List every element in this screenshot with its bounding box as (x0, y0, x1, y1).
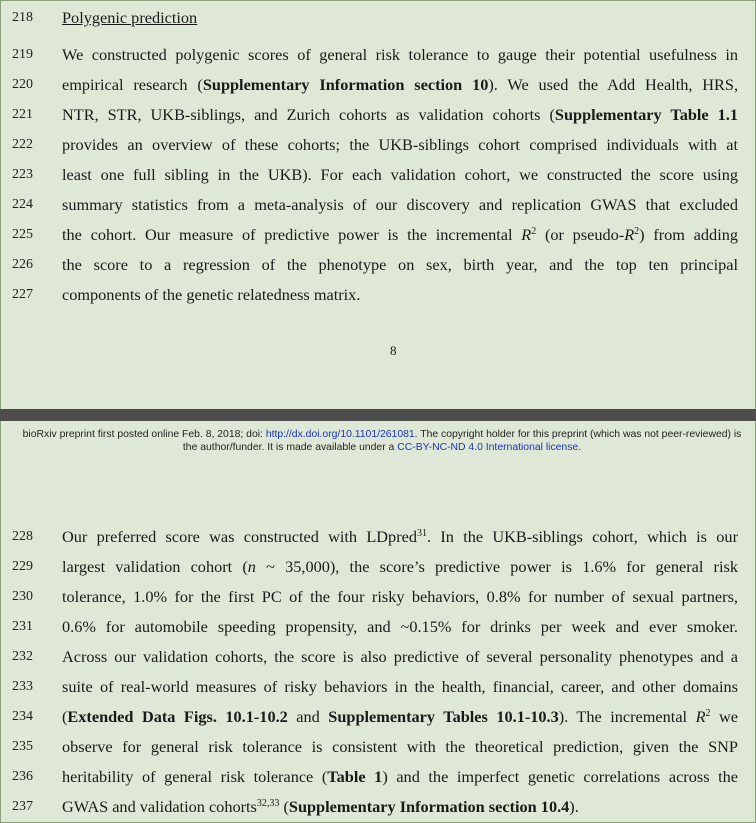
text-line (0, 194, 756, 216)
text-line (0, 74, 756, 96)
doi-link[interactable]: http://dx.doi.org/10.1101/261081 (265, 429, 415, 440)
text-line (0, 104, 756, 126)
section-heading-line (0, 7, 756, 29)
citation-superscript: 32,33 (256, 798, 280, 809)
text-line (0, 586, 756, 608)
line-text: Our preferred score was constructed with LDpred$^{31}$. In the UKB-siblings cohort, which is our (62, 527, 738, 546)
table-ref: Table 1 (327, 767, 383, 786)
text-line (0, 254, 756, 276)
citation-superscript: 31 (416, 528, 427, 539)
line-number: 236 (12, 769, 33, 784)
line-text: least one full sibling in the UKB). For each validation cohort, we constructed the score using (62, 165, 738, 184)
text-line (0, 736, 756, 758)
line-number: 227 (12, 287, 33, 302)
line-text: provides an overview of these cohorts; the UKB-siblings cohort comprised individuals with at (62, 135, 738, 154)
text-line (0, 676, 756, 698)
line-number: 219 (12, 47, 33, 62)
line-text: NTR, STR, UKB-siblings, and Zurich cohorts as validation cohorts (Supplementary Table 1.1 (62, 105, 739, 124)
line-number: 218 (12, 10, 33, 25)
page-divider-bar (0, 409, 756, 421)
line-number: 221 (12, 107, 33, 122)
text-line (0, 284, 756, 306)
line-number: 231 (12, 619, 33, 634)
text-line (0, 706, 756, 728)
text-line (0, 796, 756, 818)
line-number: 223 (12, 167, 33, 182)
line-number: 220 (12, 77, 33, 92)
page-number: 8 (390, 343, 397, 358)
text-line (0, 44, 756, 66)
line-text: tolerance, 1.0% for the first PC of the four risky behaviors, 0.8% for number of sexual partners, (62, 587, 738, 606)
line-number: 224 (12, 197, 33, 212)
line-text: suite of real-world measures of risky behaviors in the health, financial, career, and other domains (62, 677, 738, 696)
license-link[interactable]: CC-BY-NC-ND 4.0 International license (397, 442, 579, 453)
text-line (0, 616, 756, 638)
section-heading: Polygenic prediction (62, 8, 198, 27)
line-number: 233 (12, 679, 33, 694)
line-number: 235 (12, 739, 33, 754)
supp-info-ref: Supplementary Information section 10 (202, 75, 489, 94)
supp-tables-ref: Supplementary Tables 10.1-10.3 (328, 707, 559, 726)
text-line (0, 556, 756, 578)
supp-info-ref: Supplementary Information section 10.4 (288, 797, 570, 816)
line-text: Across our validation cohorts, the score is also predictive of several personality phenotypes and a (62, 647, 738, 666)
line-number: 228 (12, 529, 33, 544)
line-text: We constructed polygenic scores of general risk tolerance to gauge their potential usefulness in (62, 45, 738, 64)
line-number: 230 (12, 589, 33, 604)
line-text: summary statistics from a meta-analysis of our discovery and replication GWAS that excluded (62, 195, 738, 214)
text-line (0, 526, 756, 548)
line-text: 0.6% for automobile speeding propensity, and ~0.15% for drinks per week and ever smoker. (62, 617, 738, 636)
line-text: (Extended Data Figs. 10.1-10.2 and Supplementary Tables 10.1-10.3). The incremental $R^2$ we (62, 707, 738, 726)
line-text: GWAS and validation cohorts$^{32,33}$ (Supplementary Information section 10.4). (62, 797, 579, 816)
text-line (0, 164, 756, 186)
line-text: largest validation cohort (n ~ 35,000), the score’s predictive power is 1.6% for general risk (62, 557, 738, 576)
line-text: the cohort. Our measure of predictive power is the incremental $R^2$ (or pseudo-$R^2$) from adding (62, 225, 738, 244)
line-text: heritability of general risk tolerance (Table 1) and the imperfect genetic correlations across the (62, 767, 738, 786)
preprint-notice: bioRxiv preprint first posted online Feb. 8, 2018; doi: http://dx.doi.org/10.1101/261081. The copyright holder for this preprint (which was not peer-reviewed) is the author/funder. It is made available under a CC-BY-NC-ND 4.0 International license. (22, 429, 742, 453)
text-line (0, 224, 756, 246)
supp-table-ref: Supplementary Table 1.1 (554, 105, 739, 124)
text-line (0, 766, 756, 788)
line-number: 234 (12, 709, 33, 724)
line-text: empirical research (Supplementary Information section 10). We used the Add Health, HRS, (62, 75, 739, 94)
line-number: 225 (12, 227, 33, 242)
line-number: 237 (12, 799, 33, 814)
line-number: 229 (12, 559, 33, 574)
line-text: the score to a regression of the phenotype on sex, birth year, and the top ten principal (62, 255, 738, 274)
text-line (0, 646, 756, 668)
line-text: components of the genetic relatedness matrix. (62, 285, 361, 304)
line-number: 226 (12, 257, 33, 272)
text-line (0, 134, 756, 156)
line-number: 222 (12, 137, 33, 152)
line-text: observe for general risk tolerance is consistent with the theoretical prediction, given the SNP (62, 737, 738, 756)
extended-data-ref: Extended Data Figs. 10.1-10.2 (67, 707, 288, 726)
line-number: 232 (12, 649, 33, 664)
